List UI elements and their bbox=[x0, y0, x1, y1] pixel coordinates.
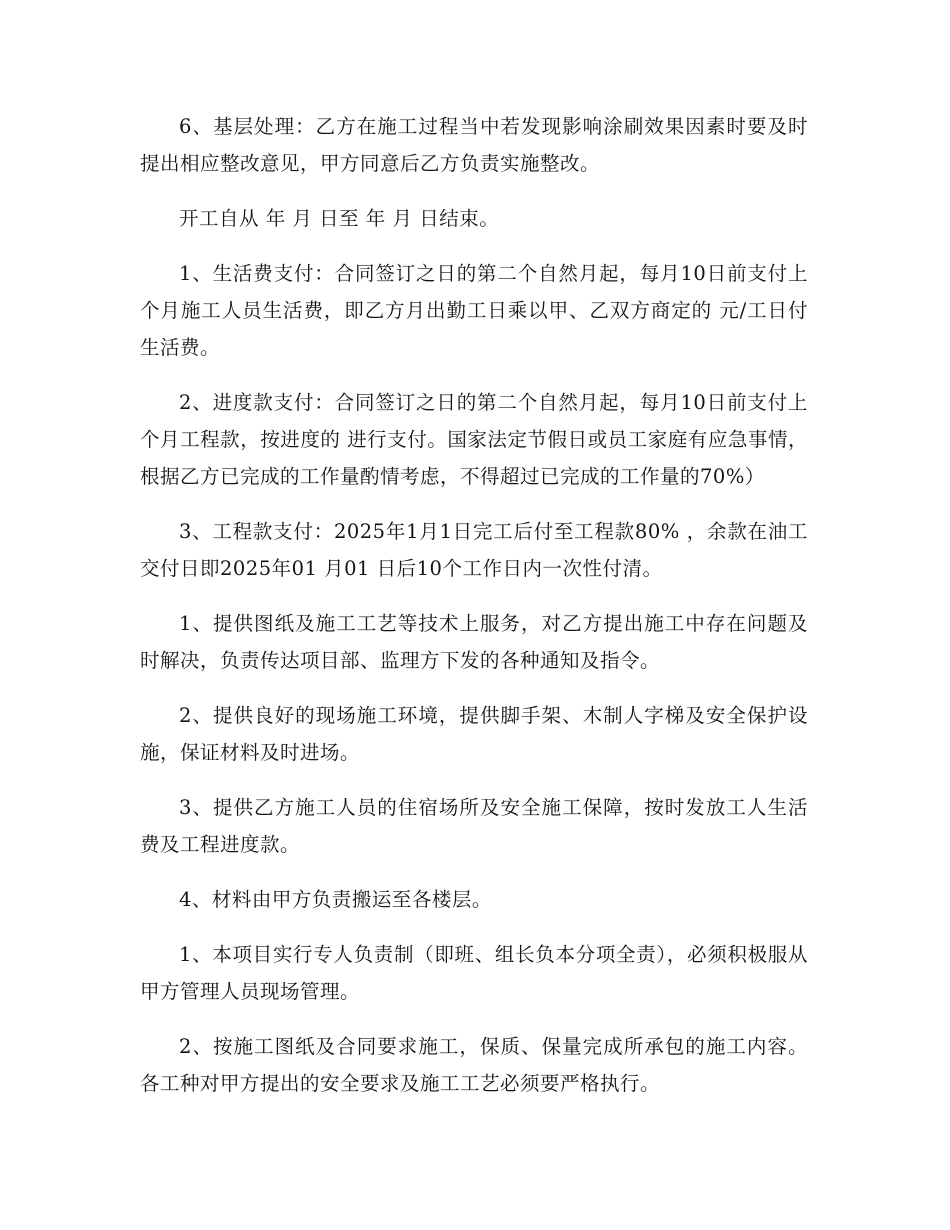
paragraph-party-b-construction: 2、按施工图纸及合同要求施工，保质、保量完成所承包的施工内容。各工种对甲方提出的安全要求及施工工艺必须要严格执行。 bbox=[140, 1035, 808, 1095]
paragraph-project-payment: 3、工程款支付：2025年1月1日完工后付至工程款80% ，余款在油工交付日即2025年01 月01 日后10个工作日内一次性付清。 bbox=[140, 520, 808, 580]
paragraph-base-treatment: 6、基层处理：乙方在施工过程当中若发现影响涂刷效果因素时要及时提出相应整改意见，甲方同意后乙方负责实施整改。 bbox=[140, 115, 808, 175]
paragraph-start-date: 开工自从 年 月 日至 年 月 日结束。 bbox=[179, 207, 500, 230]
paragraph-living-expense-payment: 1、生活费支付：合同签订之日的第二个自然月起，每月10日前支付上个月施工人员生活费，即乙方月出勤工日乘以甲、乙双方商定的 元/工日付生活费。 bbox=[140, 262, 808, 359]
paragraph-party-a-materials: 4、材料由甲方负责搬运至各楼层。 bbox=[179, 888, 492, 911]
paragraph-party-a-accommodation: 3、提供乙方施工人员的住宿场所及安全施工保障，按时发放工人生活费及工程进度款。 bbox=[140, 796, 808, 856]
paragraph-party-a-environment: 2、提供良好的现场施工环境，提供脚手架、木制人字梯及安全保护设施，保证材料及时进场。 bbox=[140, 704, 808, 764]
paragraph-party-b-responsibility: 1、本项目实行专人负责制（即班、组长负本分项全责），必须积极服从甲方管理人员现场管理。 bbox=[140, 943, 808, 1003]
paragraph-progress-payment: 2、进度款支付：合同签订之日的第二个自然月起，每月10日前支付上个月工程款，按进度的 进行支付。国家法定节假日或员工家庭有应急事情，根据乙方已完成的工作量酌情考虑，不得超过已完成的工作量的70%） bbox=[140, 391, 808, 488]
paragraph-party-a-drawings: 1、提供图纸及施工工艺等技术上服务，对乙方提出施工中存在问题及时解决，负责传达项目部、监理方下发的各种通知及指令。 bbox=[140, 612, 808, 672]
document-body bbox=[140, 108, 808, 1120]
